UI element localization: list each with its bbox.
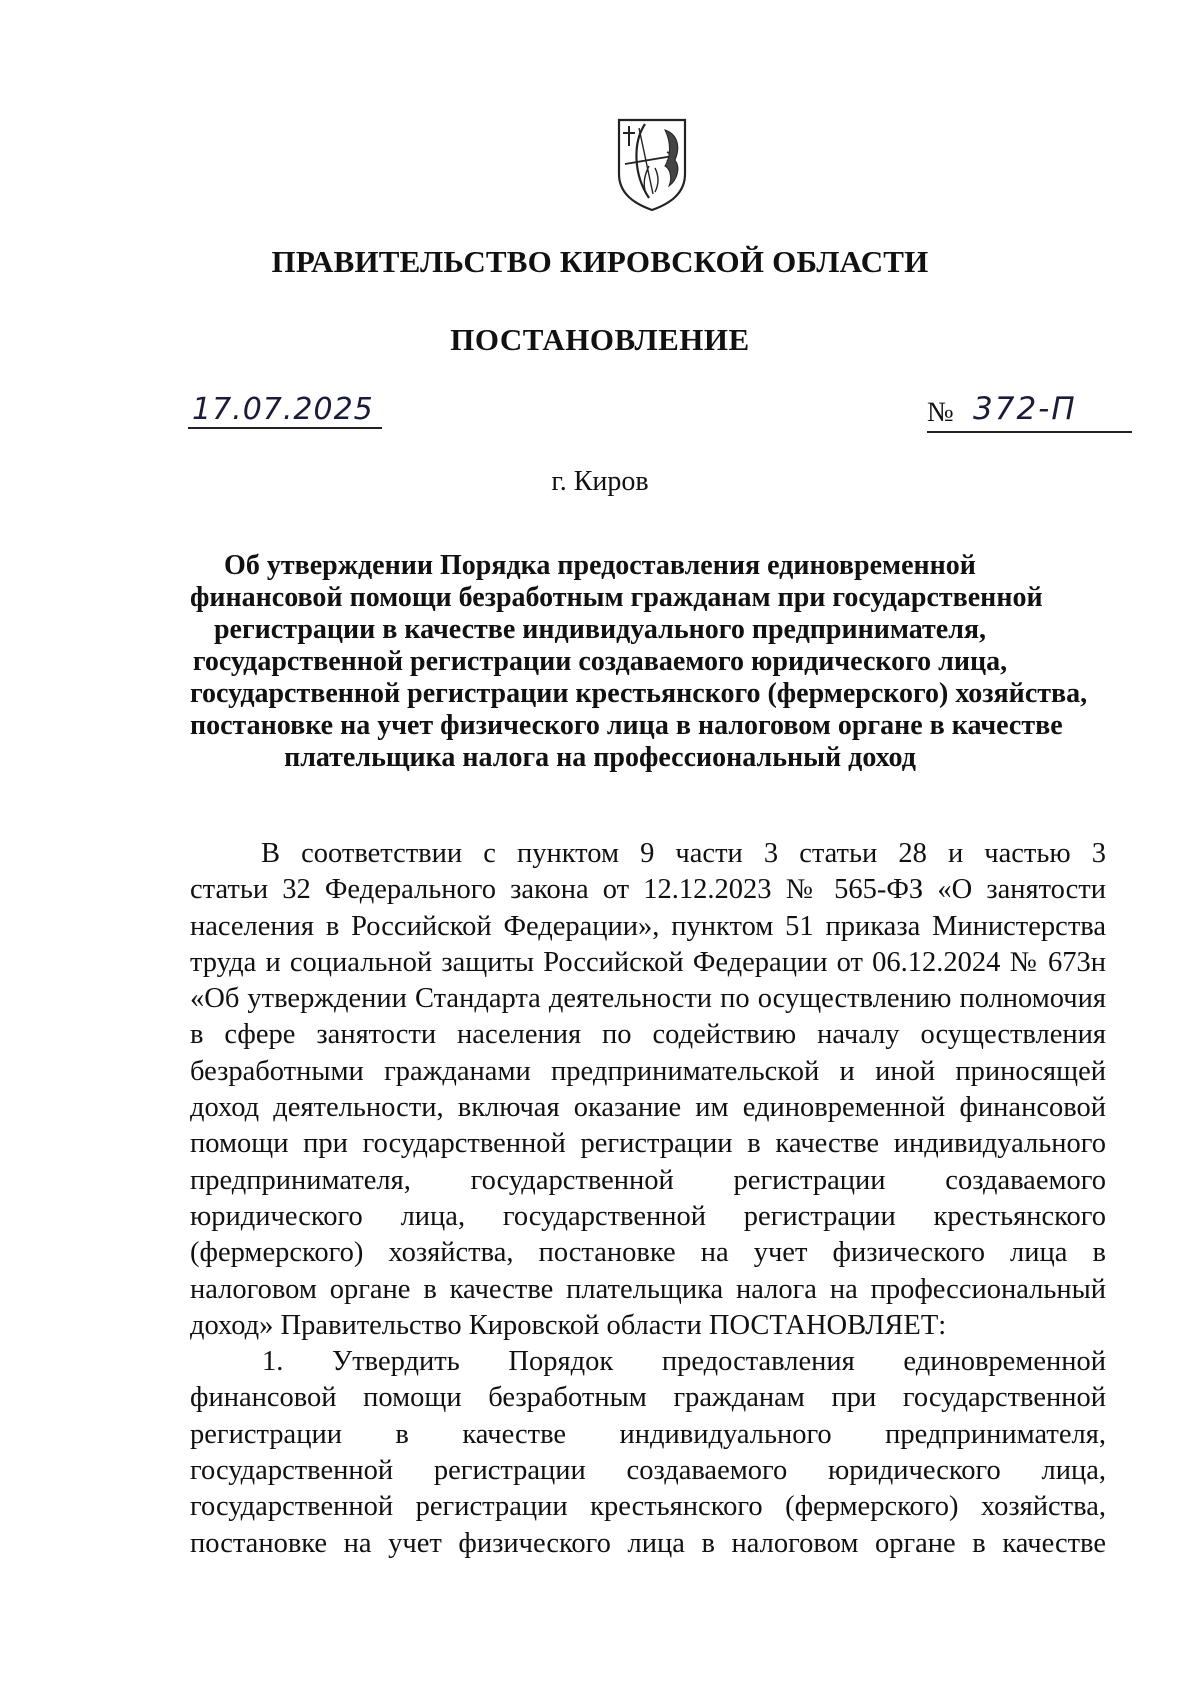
body-line: регистрации в качестве индивидуального предпринимателя, (190, 1418, 1106, 1450)
body-line: предпринимателя, государственной регистрации создаваемого (190, 1164, 1106, 1196)
body-line: населения в Российской Федерации», пунктом 51 приказа Министерства (190, 910, 1106, 942)
kirov-coat-of-arms-icon (615, 116, 689, 212)
subject-line: государственной регистрации крестьянского (фермерского) хозяйства, (190, 678, 1088, 709)
subject-line: государственной регистрации создаваемого юридического лица, (192, 646, 1008, 677)
organization-title: ПРАВИТЕЛЬСТВО КИРОВСКОЙ ОБЛАСТИ (271, 244, 929, 279)
document-number: 372-П (973, 391, 1077, 427)
document-number-field (927, 391, 1132, 433)
body-line: статьи 32 Федерального закона от 12.12.2023 № 565-ФЗ «О занятости (190, 874, 1106, 906)
body-line: В соответствии с пунктом 9 части 3 статьи 28 и частью 3 (261, 838, 1106, 869)
subject-line: постановке на учет физического лица в налоговом органе в качестве (190, 710, 1063, 741)
number-sign: № (927, 397, 954, 428)
subject-line: финансовой помощи безработным гражданам при государственной (190, 582, 1043, 613)
body-line: доход» Правительство Кировской области ПОСТАНОВЛЯЕТ: (190, 1309, 947, 1341)
body-line: безработными гражданами предпринимательской и иной приносящей (190, 1055, 1106, 1087)
body-line: государственной регистрации создаваемого юридического лица, (190, 1455, 1106, 1487)
subject-line: плательщика налога на профессиональный доход (284, 742, 916, 773)
document-body (190, 836, 1106, 1562)
body-line: налоговом органе в качестве плательщика налога на профессиональный (190, 1273, 1106, 1305)
document-subject (190, 550, 1088, 774)
body-line: постановке на учет физического лица в налоговом органе в качестве (190, 1527, 1106, 1559)
subject-line: регистрации в качестве индивидуального предпринимателя, (213, 614, 987, 645)
body-line: «Об утверждении Стандарта деятельности по осуществлению полномочия (190, 983, 1106, 1015)
body-line: государственной регистрации крестьянского (фермерского) хозяйства, (190, 1491, 1106, 1523)
body-line: юридического лица, государственной регистрации крестьянского (190, 1200, 1106, 1232)
item-1-paragraph (190, 1344, 1106, 1562)
body-line: финансовой помощи безработным гражданам при государственной (190, 1382, 1106, 1414)
document-type-heading: ПОСТАНОВЛЕНИЕ (450, 322, 750, 357)
body-line: доход деятельности, включая оказание им единовременной финансовой (190, 1092, 1106, 1124)
body-line: труда и социальной защиты Российской Федерации от 06.12.2024 № 673н (190, 946, 1106, 978)
subject-line: Об утверждении Порядка предоставления единовременной (224, 550, 976, 581)
preamble-paragraph (190, 836, 1106, 1344)
body-line: помощи при государственной регистрации в качестве индивидуального (190, 1128, 1106, 1160)
body-line: (фермерского) хозяйства, постановке на учет физического лица в (190, 1237, 1106, 1269)
body-line: в сфере занятости населения по содействию началу осуществления (190, 1019, 1106, 1051)
body-line: 1. Утвердить Порядок предоставления единовременной (262, 1346, 1106, 1378)
city-line: г. Киров (551, 466, 649, 497)
document-date: 17.07.2025 (188, 393, 382, 429)
